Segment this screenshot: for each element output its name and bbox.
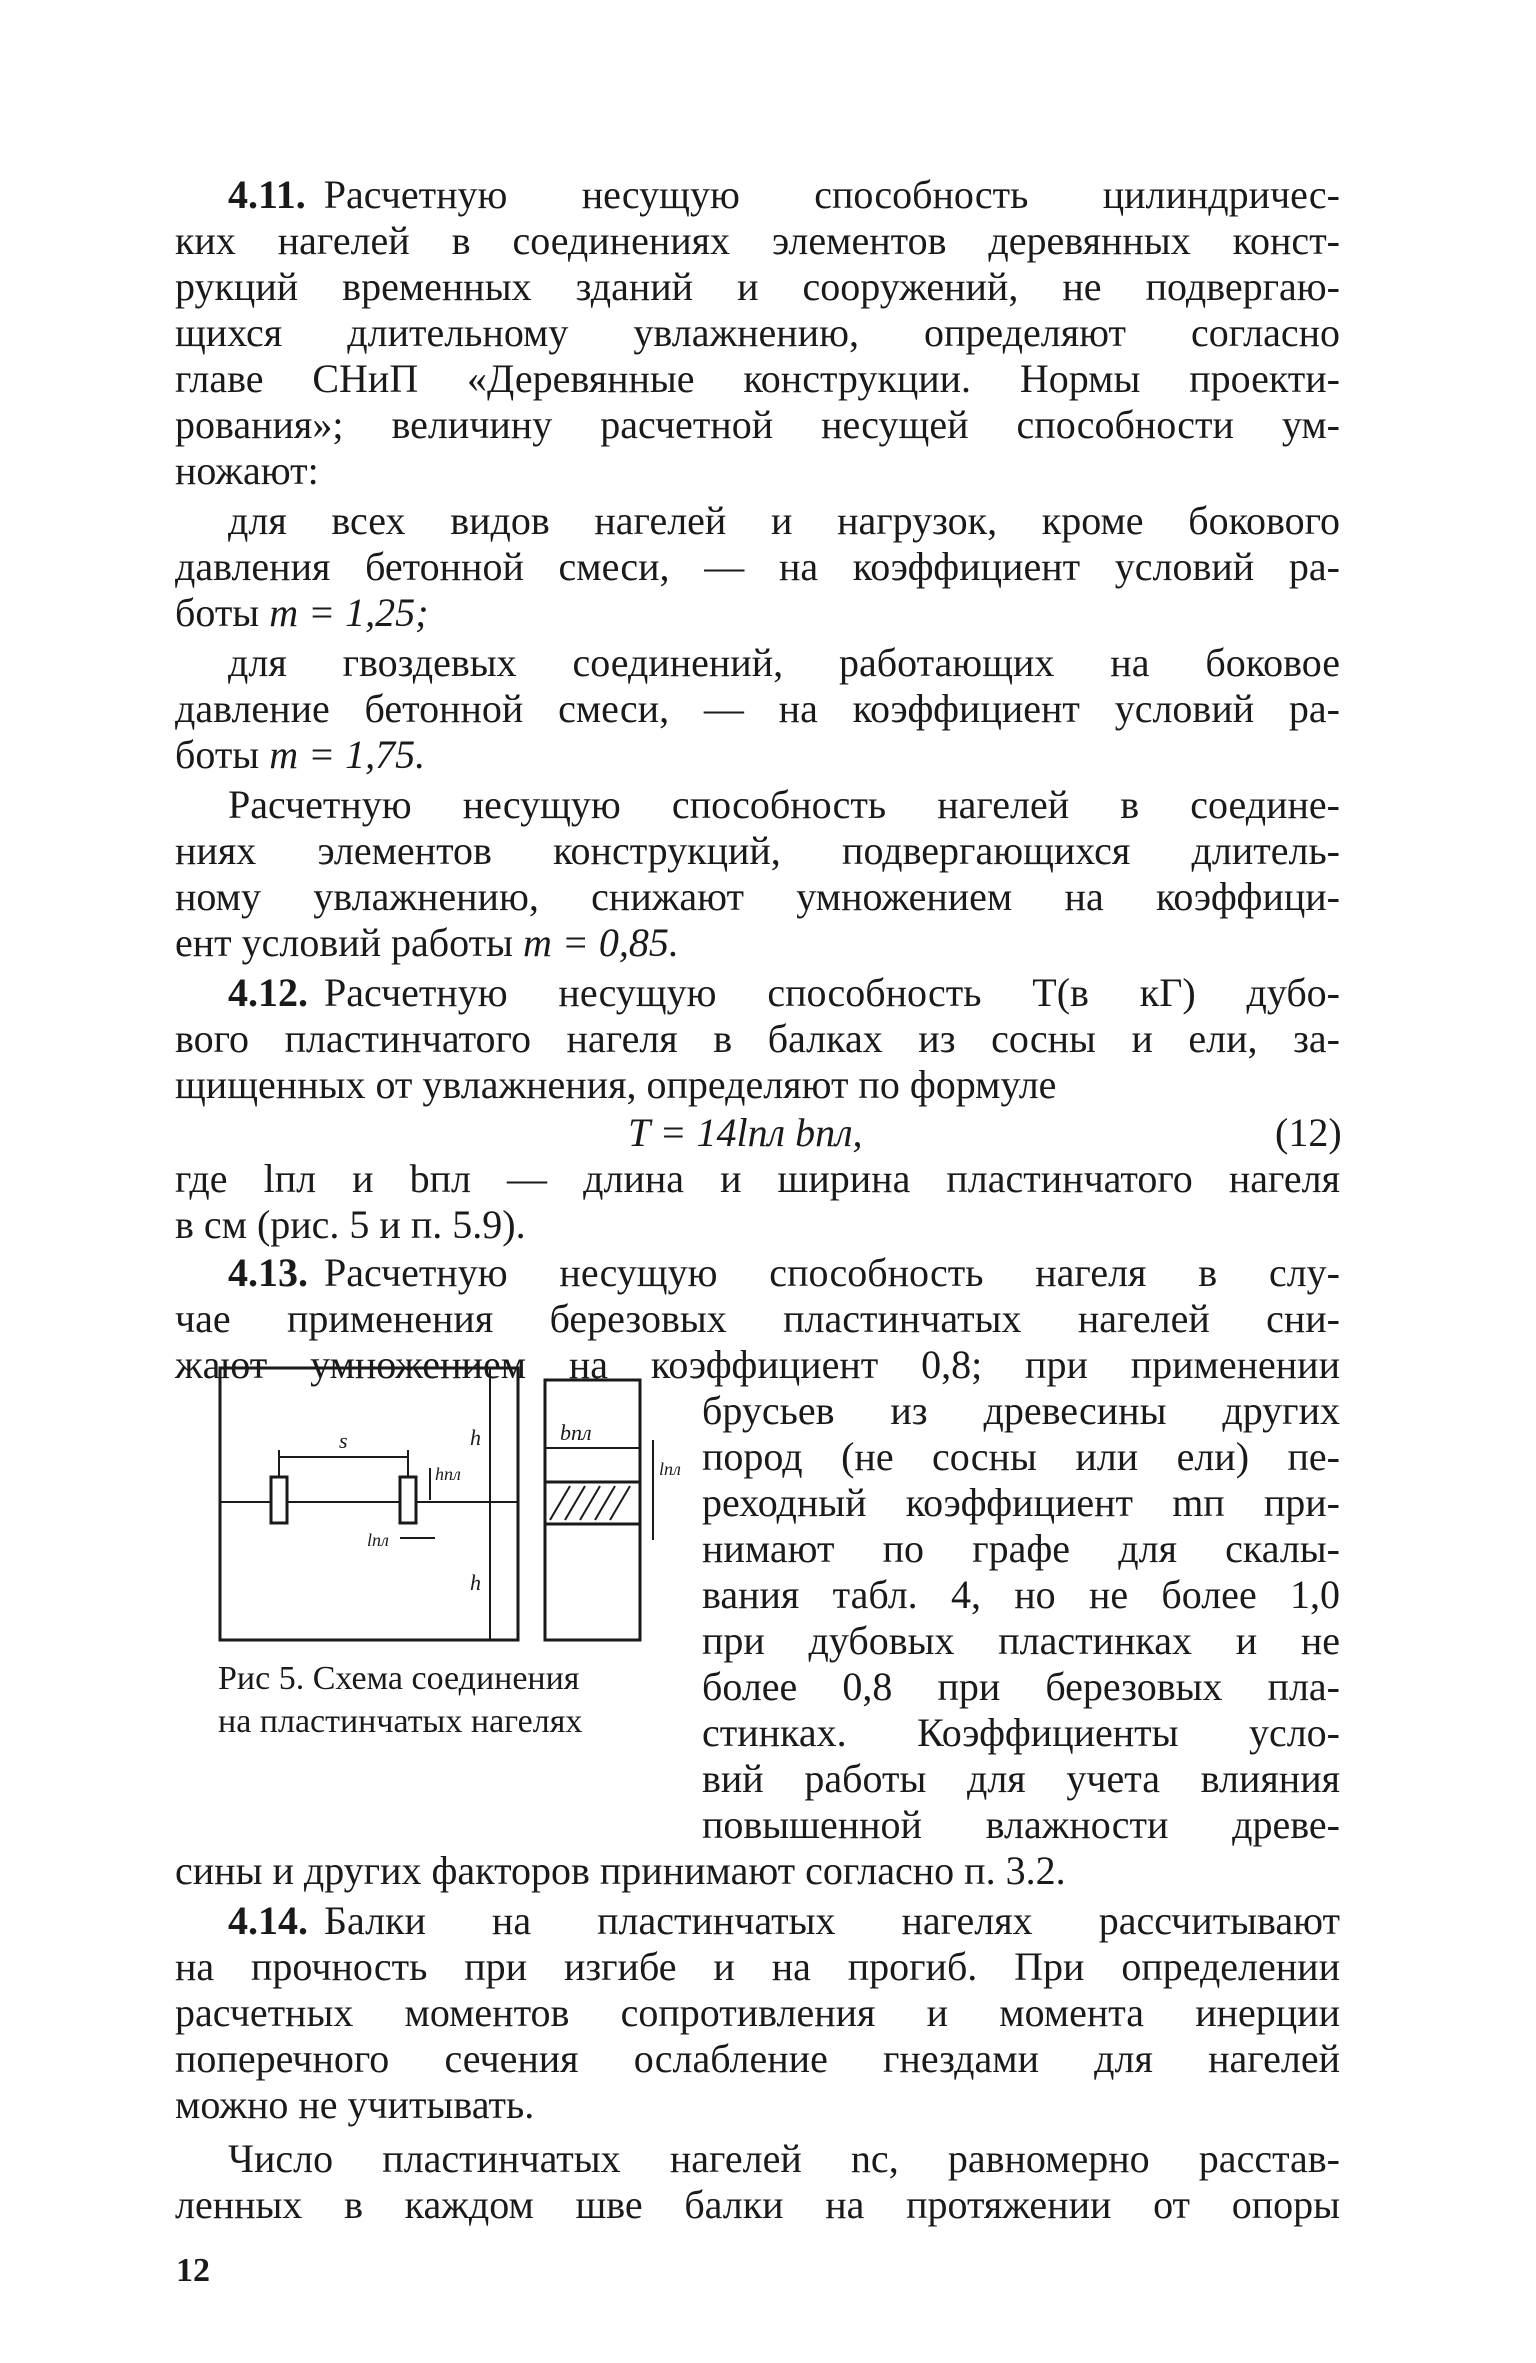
label-lpl-left: lпл: [367, 1530, 389, 1550]
s413-right-1: [702, 1388, 1340, 1435]
s411-p3-line-1: [228, 640, 1340, 687]
label-h-bottom: h: [470, 1570, 481, 1595]
s411-p4-line-1-text: Расчетную несущую способность нагелей в соедине-: [228, 782, 1340, 827]
s414-line-5: можно не учитывать.: [175, 2082, 535, 2127]
s412-line-3: щищенных от увлажнения, определяют по формуле: [175, 1062, 1057, 1107]
s413-right-2: [702, 1434, 1340, 1481]
s411-p2-line-1-text: для всех видов нагелей и нагрузок, кроме бокового: [228, 498, 1340, 543]
s414-line-3: [175, 1990, 1340, 2037]
figure-caption-line-2: на пластинчатых нагелях: [218, 1703, 583, 1740]
s413-right-8: [702, 1710, 1340, 1757]
s411-p4-line-3-text: ному увлажнению, снижают умножением на коэффици-: [175, 874, 1340, 919]
s413-right-5-text: вания табл. 4, но не более 1,0: [702, 1572, 1340, 1617]
s414-line-1-text: Балки на пластинчатых нагелях рассчитывают: [324, 1898, 1340, 1943]
s414-p2-line-1: [228, 2136, 1340, 2183]
label-s: s: [339, 1428, 348, 1453]
s411-p2-line-3: [175, 590, 428, 637]
s412-formula-number: (12): [1275, 1110, 1342, 1155]
s411-p2-line-1: [228, 498, 1340, 545]
s411-line-5: [175, 356, 1340, 403]
s414-line-4-text: поперечного сечения ослабление гнездами для нагелей: [175, 2036, 1340, 2081]
s411-p2-line-3-text: боты: [175, 590, 260, 635]
s411-line-7: ножают:: [175, 448, 319, 493]
s411-line-2: [175, 218, 1340, 265]
s413-right-1-text: брусьев из древесины других: [702, 1388, 1340, 1433]
s413-last-line: сины и других факторов принимают согласно п. 3.2.: [175, 1848, 1066, 1893]
page-number: 12: [176, 2252, 210, 2289]
s413-right-2-text: пород (не сосны или ели) пе-: [702, 1434, 1340, 1479]
s411-line-4: [175, 310, 1340, 357]
label-hpl: hпл: [435, 1464, 461, 1484]
s413-right-7: [702, 1664, 1340, 1711]
s411-p3-line-2: [175, 686, 1340, 733]
s413-right-5: [702, 1572, 1340, 1619]
s411-number: 4.11.: [228, 172, 306, 217]
s412-line-1-text: Расчетную несущую способность Т(в кГ) дубо-: [324, 970, 1340, 1015]
s411-line-6-text: рования»; величину расчетной несущей способности ум-: [175, 402, 1340, 447]
s413-right-4-text: нимают по графе для скалы-: [702, 1526, 1340, 1571]
s414-number: 4.14.: [228, 1898, 308, 1943]
s411-line-1: [228, 172, 1340, 219]
s411-p4-line-1: [228, 782, 1340, 829]
label-bpl: bпл: [560, 1420, 592, 1445]
s413-right-10-text: повышенной влажности древе-: [702, 1802, 1340, 1847]
s413-number: 4.13.: [228, 1250, 308, 1295]
s411-p3-line-2-text: давление бетонной смеси, — на коэффициент условий ра-: [175, 686, 1340, 731]
s411-p3-line-3: [175, 732, 425, 779]
s413-line-2-text: чае применения березовых пластинчатых нагелей сни-: [175, 1296, 1340, 1341]
s414-p2-line-2-text: ленных в каждом шве балки на протяжении от опоры: [175, 2182, 1340, 2227]
beam-outline: [220, 1368, 518, 1640]
s414-line-3-text: расчетных моментов сопротивления и момента инерции: [175, 1990, 1340, 2035]
s412-line-2-text: вого пластинчатого нагеля в балках из сосны и ели, за-: [175, 1016, 1340, 1061]
figure-5-diagram: [215, 1350, 681, 1650]
nagel-left: [271, 1477, 287, 1523]
s411-p3-formula: m = 1,75.: [269, 732, 426, 777]
s411-p3-line-1-text: для гвоздевых соединений, работающих на боковое: [228, 640, 1340, 685]
s412-number: 4.12.: [228, 970, 308, 1015]
figure-caption-line-1: Рис 5. Схема соединения: [218, 1660, 580, 1697]
s413-right-3: [702, 1480, 1340, 1527]
s412-formula: T = 14lпл bпл,: [628, 1110, 863, 1155]
s412-where-1-text: где lпл и bпл — длина и ширина пластинчатого нагеля: [175, 1156, 1340, 1201]
s413-line-2: [175, 1296, 1340, 1343]
s411-line-6: [175, 402, 1340, 449]
s411-line-2-text: ких нагелей в соединениях элементов деревянных конст-: [175, 218, 1340, 263]
s412-where-2: в см (рис. 5 и п. 5.9).: [175, 1202, 526, 1247]
s413-line-1: [228, 1250, 1340, 1297]
s412-line-2: [175, 1016, 1340, 1063]
s414-p2-line-2: [175, 2182, 1340, 2229]
s411-line-5-text: главе СНиП «Деревянные конструкции. Нормы проекти-: [175, 356, 1340, 401]
s413-line-1-text: Расчетную несущую способность нагеля в слу-: [324, 1250, 1340, 1295]
s414-line-2-text: на прочность при изгибе и на прогиб. При определении: [175, 1944, 1340, 1989]
s414-line-2: [175, 1944, 1340, 1991]
s411-p4-formula: m = 0,85.: [523, 920, 679, 965]
s411-p4-line-4: [175, 920, 679, 967]
s411-line-3: [175, 264, 1340, 311]
s411-p2-line-2: [175, 544, 1340, 591]
s411-p4-line-3: [175, 874, 1340, 921]
s414-line-4: [175, 2036, 1340, 2083]
s414-line-1: [228, 1898, 1340, 1945]
s414-p2-line-1-text: Число пластинчатых нагелей nс, равномерно расстав-: [228, 2136, 1340, 2181]
s413-right-3-text: реходный коэффициент mп при-: [702, 1480, 1340, 1525]
s411-p4-line-4-text: ент условий работы: [175, 920, 513, 965]
s413-right-6-text: при дубовых пластинках и не: [702, 1618, 1340, 1663]
s413-right-9-text: вий работы для учета влияния: [702, 1756, 1340, 1801]
label-lpl-right: lпл: [659, 1459, 681, 1479]
s413-right-6: [702, 1618, 1340, 1665]
s411-line-3-text: рукций временных зданий и сооружений, не подвергаю-: [175, 264, 1340, 309]
s411-p4-line-2-text: ниях элементов конструкций, подвергающихся длитель-: [175, 828, 1340, 873]
s411-p2-formula: m = 1,25;: [269, 590, 429, 635]
s411-p3-line-3-text: боты: [175, 732, 260, 777]
s412-where-1: [175, 1156, 1340, 1203]
s412-line-1: [228, 970, 1340, 1017]
s413-right-8-text: стинках. Коэффициенты усло-: [702, 1710, 1340, 1755]
s411-line-1-text: Расчетную несущую способность цилиндричес-: [323, 172, 1340, 217]
s413-right-7-text: более 0,8 при березовых пла-: [702, 1664, 1340, 1709]
s413-line-3-text: жают умножением на коэффициент 0,8; при применении: [175, 1342, 1340, 1387]
s411-p2-line-2-text: давления бетонной смеси, — на коэффициент условий ра-: [175, 544, 1340, 589]
s413-right-4: [702, 1526, 1340, 1573]
nagel-right: [400, 1477, 416, 1523]
label-h-top: h: [470, 1425, 481, 1450]
s413-right-9: [702, 1756, 1340, 1803]
s411-line-4-text: щихся длительному увлажнению, определяют согласно: [175, 310, 1340, 355]
s411-p4-line-2: [175, 828, 1340, 875]
s413-right-10: [702, 1802, 1340, 1849]
